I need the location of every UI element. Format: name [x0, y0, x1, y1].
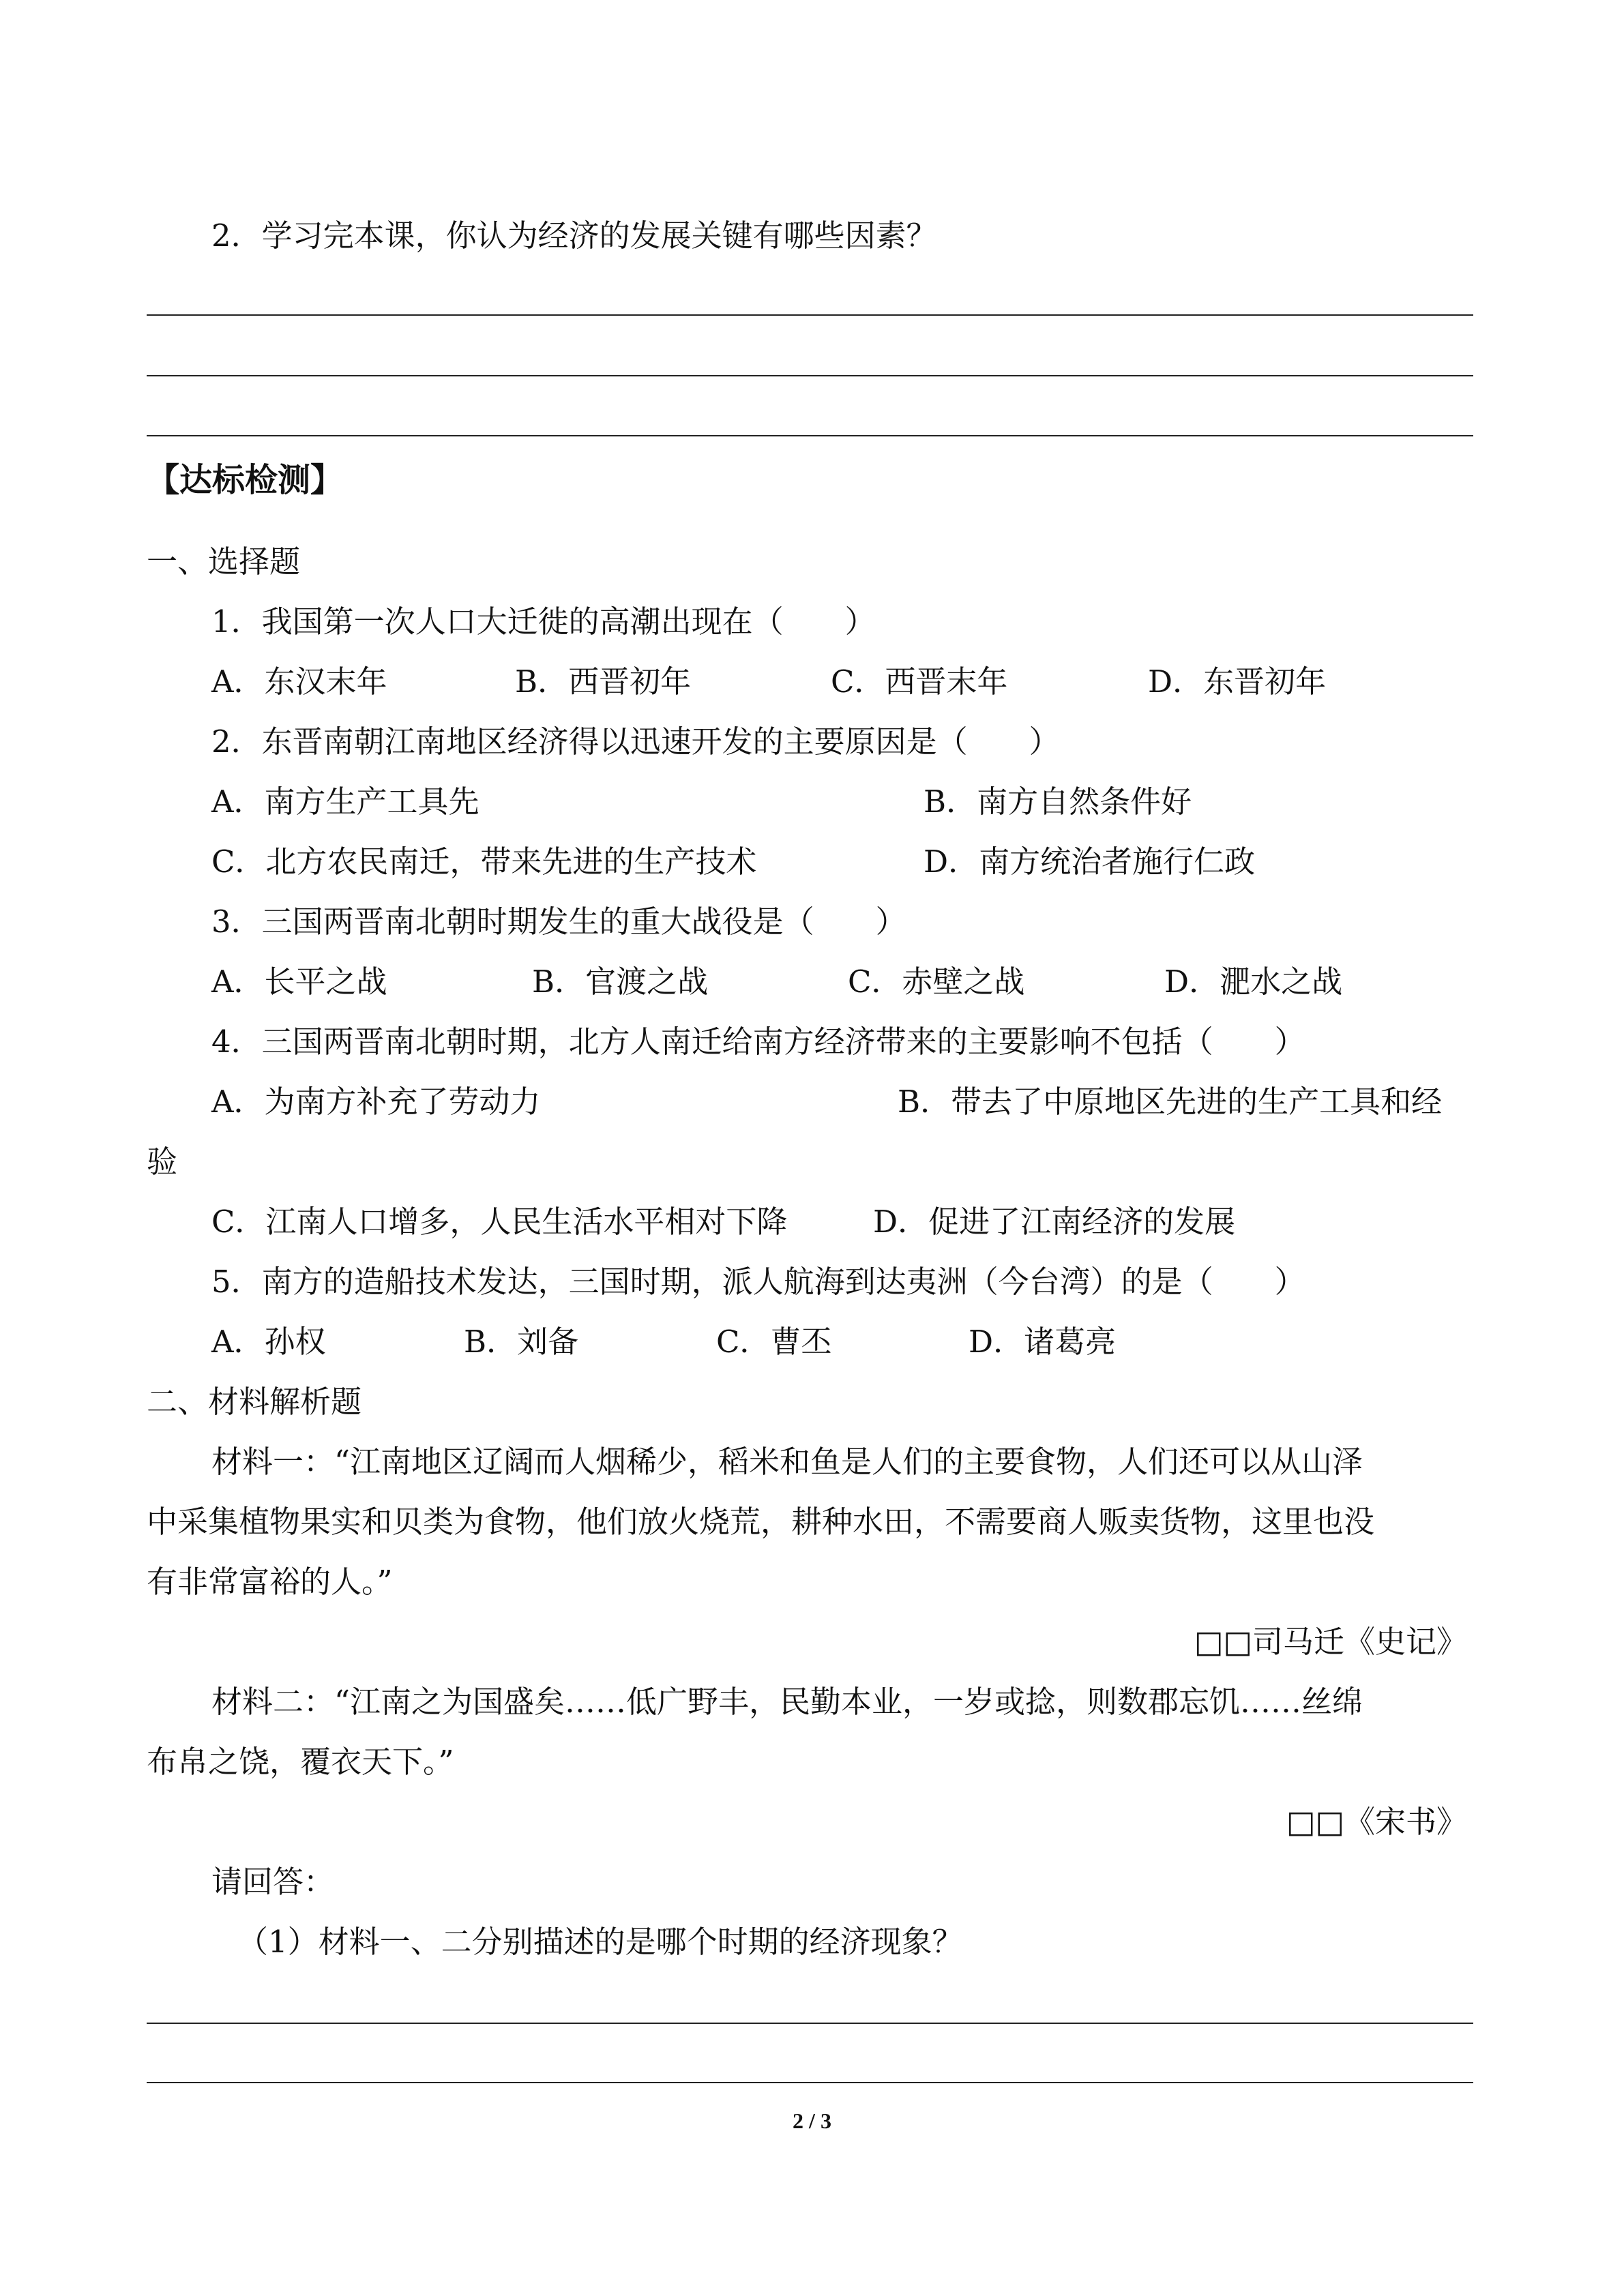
- part1-heading: 一、选择题: [147, 543, 301, 580]
- question-2-stem: 2．东晋南朝江南地区经济得以迅速开发的主要原因是（ ）: [211, 724, 1060, 760]
- material1-line: 有非常富裕的人。”: [147, 1564, 393, 1600]
- question-3-stem: 3．三国两晋南北朝时期发生的重大战役是（ ）: [211, 904, 906, 940]
- q1-option-b: B．西晋初年: [515, 664, 692, 700]
- question-1-stem: 1．我国第一次人口大迁徙的高潮出现在（ ）: [211, 603, 876, 640]
- q3-option-b: B．官渡之战: [532, 964, 709, 1000]
- material1-line: 材料一：“江南地区辽阔而人烟稀少，稻米和鱼是人们的主要食物，人们还可以从山泽: [211, 1444, 1363, 1480]
- q3-option-d: D．淝水之战: [1164, 964, 1343, 1000]
- q1-option-c: C．西晋末年: [831, 664, 1008, 700]
- answer-line[interactable]: [147, 2023, 1473, 2024]
- q1-option-a: A．东汉末年: [211, 664, 387, 700]
- section-title: 【达标检测】: [147, 461, 344, 499]
- answer-line[interactable]: [147, 375, 1473, 376]
- sub-question-1: （1）材料一、二分别描述的是哪个时期的经济现象？: [237, 1924, 963, 1960]
- answer-line[interactable]: [147, 435, 1473, 436]
- question-5-stem: 5．南方的造船技术发达，三国时期，派人航海到达夷洲（今台湾）的是（ ）: [211, 1264, 1305, 1300]
- q3-option-a: A．长平之战: [211, 964, 387, 1000]
- question-4-stem: 4．三国两晋南北朝时期，北方人南迁给南方经济带来的主要影响不包括（ ）: [211, 1024, 1305, 1060]
- q3-option-c: C．赤壁之战: [848, 964, 1025, 1000]
- q2-option-b: B．南方自然条件好: [924, 784, 1192, 820]
- answer-prompt: 请回答：: [211, 1864, 335, 1900]
- q4-option-b: B．带去了中原地区先进的生产工具和经: [898, 1084, 1443, 1120]
- q5-option-d: D．诸葛亮: [969, 1324, 1117, 1360]
- question-reflection-2: 2．学习完本课，你认为经济的发展关键有哪些因素？: [211, 218, 937, 254]
- q5-option-b: B．刘备: [464, 1324, 579, 1360]
- q4-option-a: A．为南方补充了劳动力: [211, 1084, 541, 1120]
- q4-option-b-wrap: 验: [147, 1144, 178, 1180]
- answer-line[interactable]: [147, 314, 1473, 316]
- page-number: 2 / 3: [793, 2108, 831, 2133]
- q2-option-c: C．北方农民南迁，带来先进的生产技术: [211, 844, 757, 880]
- q4-option-c: C．江南人口增多，人民生活水平相对下降: [211, 1204, 788, 1240]
- q4-option-d: D．促进了江南经济的发展: [873, 1204, 1236, 1240]
- q1-option-d: D．东晋初年: [1148, 664, 1327, 700]
- material1-line: 中采集植物果实和贝类为食物，他们放火烧荒，耕种水田，不需要商人贩卖货物，这里也没: [147, 1504, 1375, 1540]
- q2-option-d: D．南方统治者施行仁政: [924, 844, 1256, 880]
- q2-option-a: A．南方生产工具先: [211, 784, 479, 820]
- q5-option-a: A．孙权: [211, 1324, 326, 1360]
- answer-line[interactable]: [147, 2082, 1473, 2083]
- material2-source: □□《宋书》: [1286, 1804, 1467, 1840]
- part2-heading: 二、材料解析题: [147, 1384, 362, 1420]
- material1-source: □□司马迁《史记》: [1194, 1624, 1467, 1660]
- material2-line: 布帛之饶，覆衣天下。”: [147, 1744, 454, 1780]
- q5-option-c: C．曹丕: [716, 1324, 832, 1360]
- material2-line: 材料二：“江南之为国盛矣……低广野丰，民勤本业，一岁或捻，则数郡忘饥……丝绵: [211, 1684, 1363, 1720]
